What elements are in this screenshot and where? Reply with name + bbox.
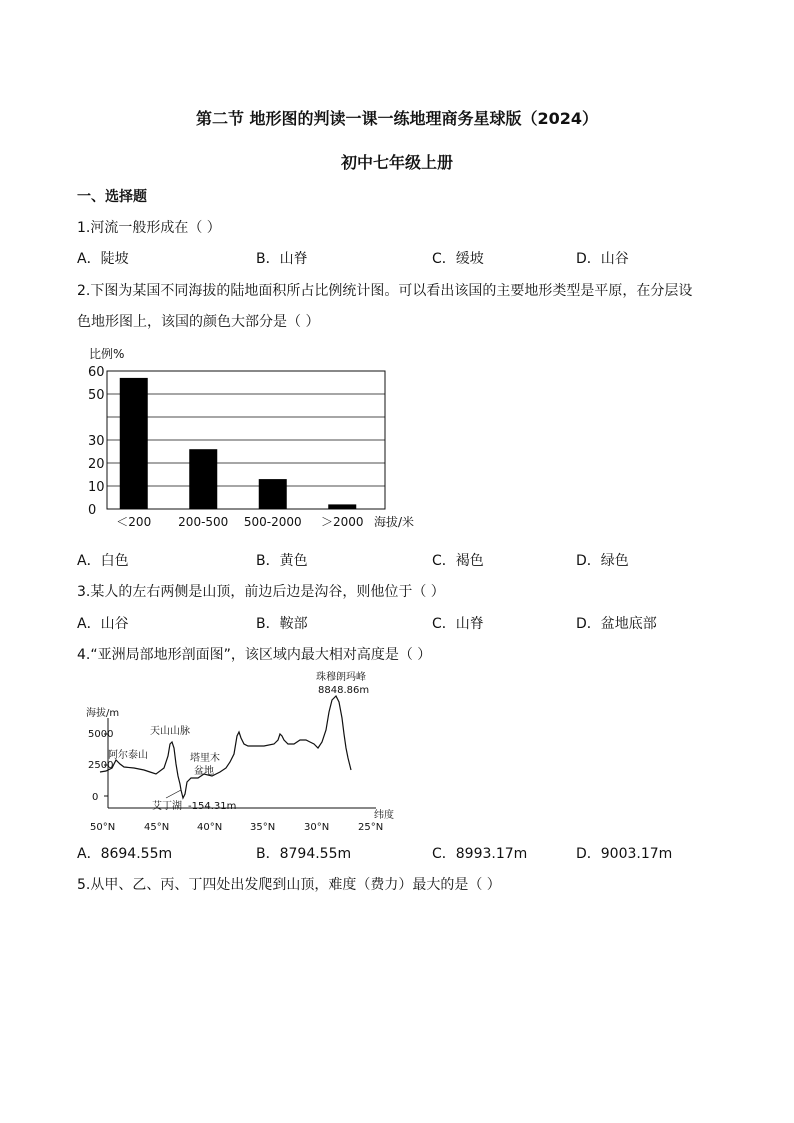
profile-ytick-5000: 5000 xyxy=(88,729,114,740)
question-3-stem: 3.某人的左右两侧是山顶，前边后边是沟谷，则他位于（ ） xyxy=(77,584,445,600)
profile-ytick-2500: 2500 xyxy=(88,760,114,771)
ayding-lake-pointer xyxy=(166,790,181,798)
chart-bar xyxy=(328,504,356,509)
chart-ytick-label: 50 xyxy=(88,388,105,403)
label-tianshan: 天山山脉 xyxy=(150,726,190,737)
question-4-option-b: B．8794.55m xyxy=(256,846,352,862)
altitude-bar-chart xyxy=(80,340,440,532)
question-2-option-b: B．黄色 xyxy=(256,553,308,569)
question-1-stem: 1.河流一般形成在（ ） xyxy=(77,220,221,236)
question-2-option-a: A．白色 xyxy=(77,553,129,569)
profile-xtick-40n: 40°N xyxy=(197,822,223,833)
question-3-option-c: C．山脊 xyxy=(432,616,484,632)
label-altai: 阿尔泰山 xyxy=(108,750,148,761)
question-1-option-b: B．山脊 xyxy=(256,251,308,267)
page-title: 第二节 地形图的判读一课一练地理商务星球版（2024） xyxy=(195,109,599,128)
question-3-option-b: B．鞍部 xyxy=(256,616,308,632)
question-5-stem: 5.从甲、乙、丙、丁四处出发爬到山顶，难度（费力）最大的是（ ） xyxy=(77,877,501,893)
chart-bar xyxy=(259,479,287,509)
chart-ytick-label: 0 xyxy=(88,503,97,518)
chart-xtick-label: 500-2000 xyxy=(243,515,302,529)
question-2-option-c: C．褐色 xyxy=(432,553,484,569)
question-3-option-d: D．盆地底部 xyxy=(576,616,657,632)
label-ayding-lake: 艾丁湖 xyxy=(152,801,182,812)
chart-xtick-label: 200-500 xyxy=(178,515,229,529)
profile-y-axis-label: 海拔/m xyxy=(86,708,120,719)
question-4-option-a: A．8694.55m xyxy=(77,846,173,862)
profile-xtick-25n: 25°N xyxy=(358,822,384,833)
chart-xtick-label: ＜200 xyxy=(116,515,152,529)
terrain-profile-line xyxy=(100,696,351,798)
chart-x-axis-label: 海拔/米 xyxy=(374,515,415,529)
profile-xtick-50n: 50°N xyxy=(90,822,116,833)
profile-xtick-30n: 30°N xyxy=(304,822,330,833)
question-4-option-c: C．8993.17m xyxy=(432,846,528,862)
chart-ytick-label: 30 xyxy=(88,434,105,449)
profile-ytick-0: 0 xyxy=(92,792,99,803)
chart-ytick-label: 10 xyxy=(88,480,105,495)
label-everest-elevation: 8848.86m xyxy=(318,685,370,696)
chart-xtick-label: ＞2000 xyxy=(320,515,364,529)
label-tarim-1: 塔里木 xyxy=(190,753,220,764)
question-4-stem: 4.“亚洲局部地形剖面图”，该区域内最大相对高度是（ ） xyxy=(77,647,432,663)
question-4-option-d: D．9003.17m xyxy=(576,846,673,862)
page-subtitle: 初中七年级上册 xyxy=(340,153,453,172)
chart-y-axis-label: 比例% xyxy=(89,347,125,361)
chart-ytick-label: 20 xyxy=(88,457,105,472)
profile-xtick-45n: 45°N xyxy=(144,822,170,833)
label-tarim-2: 盆地 xyxy=(194,766,214,777)
question-1-option-c: C．缓坡 xyxy=(432,251,484,267)
section-heading: 一、选择题 xyxy=(77,189,147,205)
question-1-option-d: D．山谷 xyxy=(576,251,629,267)
terrain-profile-diagram xyxy=(84,668,404,834)
question-1-option-a: A．陡坡 xyxy=(77,251,129,267)
question-2-option-d: D．绿色 xyxy=(576,553,629,569)
profile-x-axis-label: 纬度 xyxy=(374,810,394,821)
question-2-stem-line2: 色地形图上，该国的颜色大部分是（ ） xyxy=(77,314,320,330)
label-ayding-elevation: -154.31m xyxy=(188,801,237,812)
question-3-option-a: A．山谷 xyxy=(77,616,129,632)
chart-ytick-label: 60 xyxy=(88,365,105,380)
chart-bar xyxy=(189,449,217,509)
question-2-stem-line1: 2.下图为某国不同海拔的陆地面积所占比例统计图。可以看出该国的主要地形类型是平原，在分层设 xyxy=(77,283,693,299)
chart-bar xyxy=(120,378,148,509)
label-everest: 珠穆朗玛峰 xyxy=(316,672,366,683)
profile-xtick-35n: 35°N xyxy=(250,822,276,833)
